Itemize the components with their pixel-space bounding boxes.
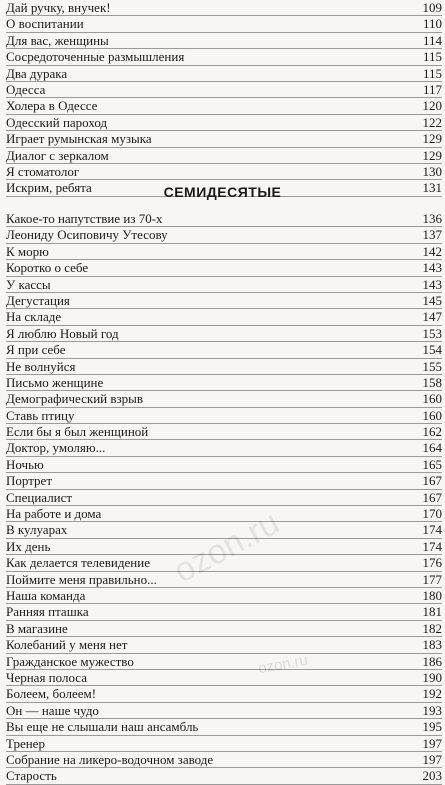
toc-entry-page-number: 186	[422, 653, 442, 669]
toc-entry-page-number: 145	[422, 292, 442, 308]
toc-entry-title: Диалог с зеркалом	[6, 147, 109, 163]
toc-entry	[6, 670, 442, 686]
toc-entry-title: Ставь птицу	[6, 407, 75, 423]
toc-entry-page-number: 195	[422, 719, 442, 735]
toc-entry	[6, 33, 442, 49]
toc-entry	[6, 736, 442, 752]
toc-entry-title: Он — наше чудо	[6, 702, 99, 718]
toc-entry-title: Дегустация	[6, 292, 70, 308]
toc-entry-title: Какое-то напутствие из 70-х	[6, 211, 163, 226]
toc-entry-title: Демографический взрыв	[6, 391, 144, 407]
toc-entry	[6, 719, 442, 735]
toc-entry-page-number: 130	[422, 163, 442, 179]
toc-entry-title: Леониду Осиповичу Утесову	[6, 227, 168, 243]
toc-entry-title: Ранняя пташка	[6, 604, 89, 620]
toc-entry-title: Ночью	[6, 456, 44, 472]
toc-entry	[6, 260, 442, 276]
toc-entry-page-number: 153	[422, 325, 442, 341]
toc-entry-title: Для вас, женщины	[6, 32, 109, 48]
toc-entry	[6, 164, 442, 180]
toc-entry-page-number: 137	[422, 227, 442, 243]
toc-entry-title: Два дурака	[6, 65, 68, 81]
toc-entry	[6, 359, 442, 375]
toc-entry-title: О воспитании	[6, 16, 84, 32]
toc-entry	[6, 522, 442, 538]
toc-entry-page-number: 143	[422, 260, 442, 276]
toc-entry-page-number: 183	[422, 637, 442, 653]
toc-entry-title: Одесский пароход	[6, 114, 108, 130]
toc-entry	[6, 424, 442, 440]
toc-entry-title: Если бы я был женщиной	[6, 424, 149, 440]
toc-entry-title: Холера в Одессе	[6, 98, 98, 114]
toc-entry-page-number: 160	[422, 391, 442, 407]
toc-entry-page-number: 193	[422, 702, 442, 718]
toc-entry	[6, 82, 442, 98]
toc-entry-page-number: 117	[422, 81, 442, 97]
toc-entry-title: У кассы	[6, 276, 51, 292]
toc-entry-page-number: 197	[422, 735, 442, 751]
toc-entry-page-number: 147	[422, 309, 442, 325]
toc-entry-title: Портрет	[6, 473, 53, 489]
toc-entry-title: Тренер	[6, 735, 45, 751]
toc-entry-page-number: 110	[422, 16, 442, 32]
toc-entry	[6, 588, 442, 604]
toc-entry-title: В кулуарах	[6, 522, 68, 538]
toc-entry-title: Я люблю Новый год	[6, 325, 119, 341]
toc-entry-page-number: 181	[422, 604, 442, 620]
toc-entry-page-number: 165	[422, 456, 442, 472]
toc-entry	[6, 131, 442, 147]
toc-entry	[6, 752, 442, 768]
toc-entry-title: Старость	[6, 768, 57, 784]
toc-entry-page-number: 115	[422, 49, 442, 65]
toc-entry	[6, 244, 442, 260]
toc-entry-page-number: 131	[422, 180, 442, 196]
toc-entry-title: К морю	[6, 243, 49, 259]
toc-entry-title: Я при себе	[6, 342, 66, 358]
section-heading-seventies: СЕМИДЕСЯТЫЕ	[163, 184, 282, 200]
toc-entry-title: Болеем, болеем!	[6, 686, 97, 702]
toc-entry-page-number: 167	[422, 489, 442, 505]
toc-entry-title: Вы еще не слышали наш ансамбль	[6, 719, 199, 735]
toc-entry-page-number: 176	[422, 555, 442, 571]
toc-entry-title: Как делается телевидение	[6, 555, 150, 571]
toc-entry	[6, 309, 442, 325]
toc-entry	[6, 66, 442, 82]
toc-entry-title: Одесса	[6, 81, 46, 97]
toc-entry-page-number: 203	[422, 768, 442, 784]
toc-entry	[6, 326, 442, 342]
toc-entry	[6, 16, 442, 32]
toc-entry	[6, 490, 442, 506]
toc-entry	[6, 506, 442, 522]
toc-entry-title: Сосредоточенные размышления	[6, 49, 185, 65]
toc-entry-title: Их день	[6, 538, 51, 554]
toc-entry	[6, 604, 442, 620]
toc-entry	[6, 440, 442, 456]
toc-entry-title: Письмо женщине	[6, 374, 104, 390]
toc-entry	[6, 703, 442, 719]
toc-entry-page-number: 197	[422, 751, 442, 767]
toc-list-seventies	[6, 211, 442, 785]
toc-entry-page-number: 129	[422, 131, 442, 147]
toc-entry	[6, 539, 442, 555]
toc-entry-title: На складе	[6, 309, 62, 325]
toc-entry-page-number: 142	[422, 243, 442, 259]
toc-entry-page-number: 143	[422, 276, 442, 292]
toc-entry-page-number: 154	[422, 342, 442, 358]
toc-entry-page-number: 190	[422, 669, 442, 685]
toc-entry-title: Играет румынская музыка	[6, 131, 152, 147]
toc-entry-title: Черная полоса	[6, 669, 87, 685]
toc-entry-title: Наша команда	[6, 587, 86, 603]
toc-entry-title: Колебаний у меня нет	[6, 637, 128, 653]
toc-entry-page-number: 182	[422, 620, 442, 636]
toc-entry-page-number: 114	[422, 32, 442, 48]
toc-entry-page-number: 158	[422, 374, 442, 390]
toc-entry	[6, 408, 442, 424]
toc-entry	[6, 555, 442, 571]
toc-entry	[6, 277, 442, 293]
toc-entry-title: Не волнуйся	[6, 358, 76, 374]
toc-entry-page-number: 109	[422, 0, 442, 15]
toc-entry	[6, 0, 442, 16]
toc-entry	[6, 572, 442, 588]
toc-entry-page-number: 192	[422, 686, 442, 702]
toc-entry-page-number: 136	[422, 211, 442, 226]
toc-entry-title: Поймите меня правильно...	[6, 571, 157, 587]
toc-entry-title: Я стоматолог	[6, 163, 80, 179]
toc-entry	[6, 457, 442, 473]
toc-entry	[6, 115, 442, 131]
toc-entry-title: На работе и дома	[6, 506, 102, 522]
toc-entry-title: Собрание на ликеро-водочном заводе	[6, 751, 214, 767]
toc-entry-page-number: 120	[422, 98, 442, 114]
toc-entry-title: Специалист	[6, 489, 73, 505]
toc-entry	[6, 148, 442, 164]
toc-entry	[6, 211, 442, 227]
toc-entry-page-number: 162	[422, 424, 442, 440]
toc-entry	[6, 293, 442, 309]
toc-entry	[6, 654, 442, 670]
toc-entry	[6, 768, 442, 784]
toc-entry	[6, 342, 442, 358]
toc-entry-title: Доктор, умоляю...	[6, 440, 106, 456]
toc-entry-page-number: 180	[422, 587, 442, 603]
toc-entry	[6, 375, 442, 391]
toc-entry-page-number: 174	[422, 538, 442, 554]
watermark: ozon.ru	[167, 503, 286, 591]
toc-entry	[6, 473, 442, 489]
toc-entry-title: Гражданское мужество	[6, 653, 134, 669]
toc-entry-title: Дай ручку, внучек!	[6, 0, 111, 15]
toc-entry-page-number: 164	[422, 440, 442, 456]
toc-entry-page-number: 170	[422, 506, 442, 522]
toc-entry	[6, 227, 442, 243]
toc-entry-page-number: 167	[422, 473, 442, 489]
toc-entry	[6, 49, 442, 65]
toc-entry-page-number: 115	[422, 65, 442, 81]
toc-entry	[6, 621, 442, 637]
toc-entry-title: Коротко о себе	[6, 260, 89, 276]
toc-entry	[6, 391, 442, 407]
toc-entry-page-number: 155	[422, 358, 442, 374]
toc-entry-page-number: 174	[422, 522, 442, 538]
toc-list-top	[6, 0, 442, 197]
watermark-small: ozon.ru	[256, 651, 310, 678]
toc-entry-title: Искрим, ребята	[6, 180, 92, 196]
toc-entry	[6, 98, 442, 114]
toc-entry	[6, 686, 442, 702]
toc-entry-title: В магазине	[6, 620, 68, 636]
toc-entry-page-number: 160	[422, 407, 442, 423]
toc-entry	[6, 637, 442, 653]
toc-entry-page-number: 122	[422, 114, 442, 130]
toc-entry-page-number: 129	[422, 147, 442, 163]
toc-entry-page-number: 177	[422, 571, 442, 587]
